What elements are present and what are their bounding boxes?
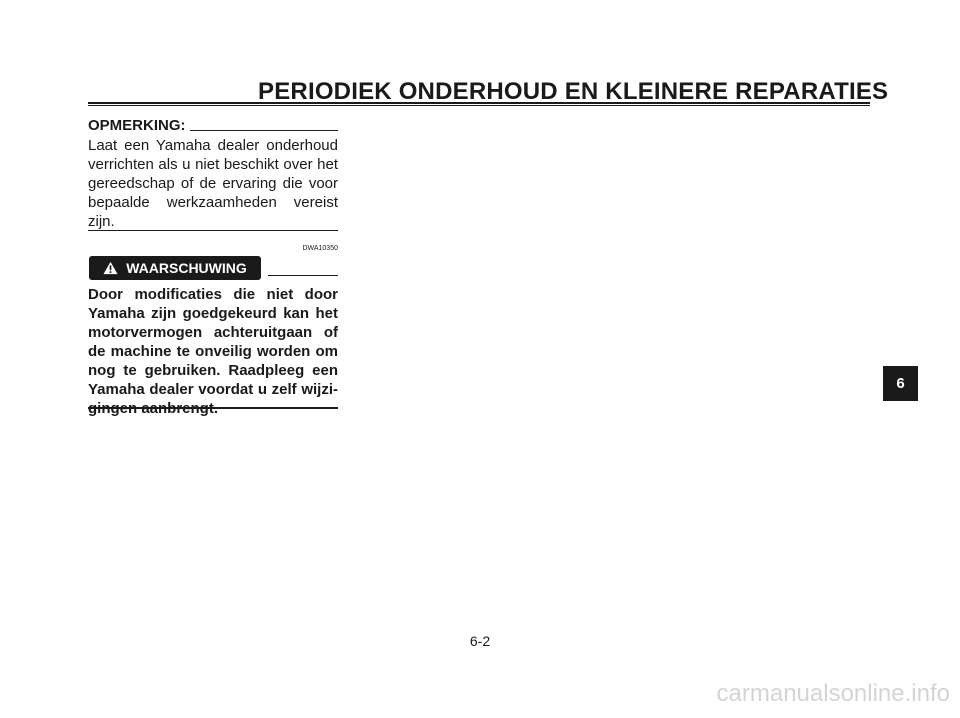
warning-code: DWA10350 <box>302 245 338 252</box>
note-heading-rule <box>190 130 338 131</box>
page-title: PERIODIEK ONDERHOUD EN KLEINERE REPARATIES <box>258 78 889 105</box>
chapter-tab: 6 <box>883 366 918 401</box>
watermark: carmanualsonline.info <box>716 680 950 707</box>
page-number: 6-2 <box>469 633 491 649</box>
header-rule <box>88 102 870 106</box>
note-body: Laat een Yamaha dealer onderhoud verrichten als u niet beschikt over het gereedschap of de ervaring die voor bepaalde werkzaamheden vereist zijn. <box>88 137 338 230</box>
warning-badge <box>89 256 261 280</box>
note-heading: OPMERKING: <box>88 117 186 134</box>
warning-triangle-icon <box>103 261 118 275</box>
warning-end-rule <box>88 407 338 409</box>
warning-heading-rule <box>268 275 338 276</box>
warning-body: Door modificaties die niet door Yamaha zijn goedgekeurd kan het motorvermogen achteruitgaan of de machine te onveilig worden om nog te gebruiken. Raadpleeg een Yamaha dealer voordat u zelf wijzi-gingen aanbrengt. <box>88 286 338 417</box>
note-end-rule <box>88 230 338 231</box>
warning-label: WAARSCHUWING <box>126 260 247 276</box>
